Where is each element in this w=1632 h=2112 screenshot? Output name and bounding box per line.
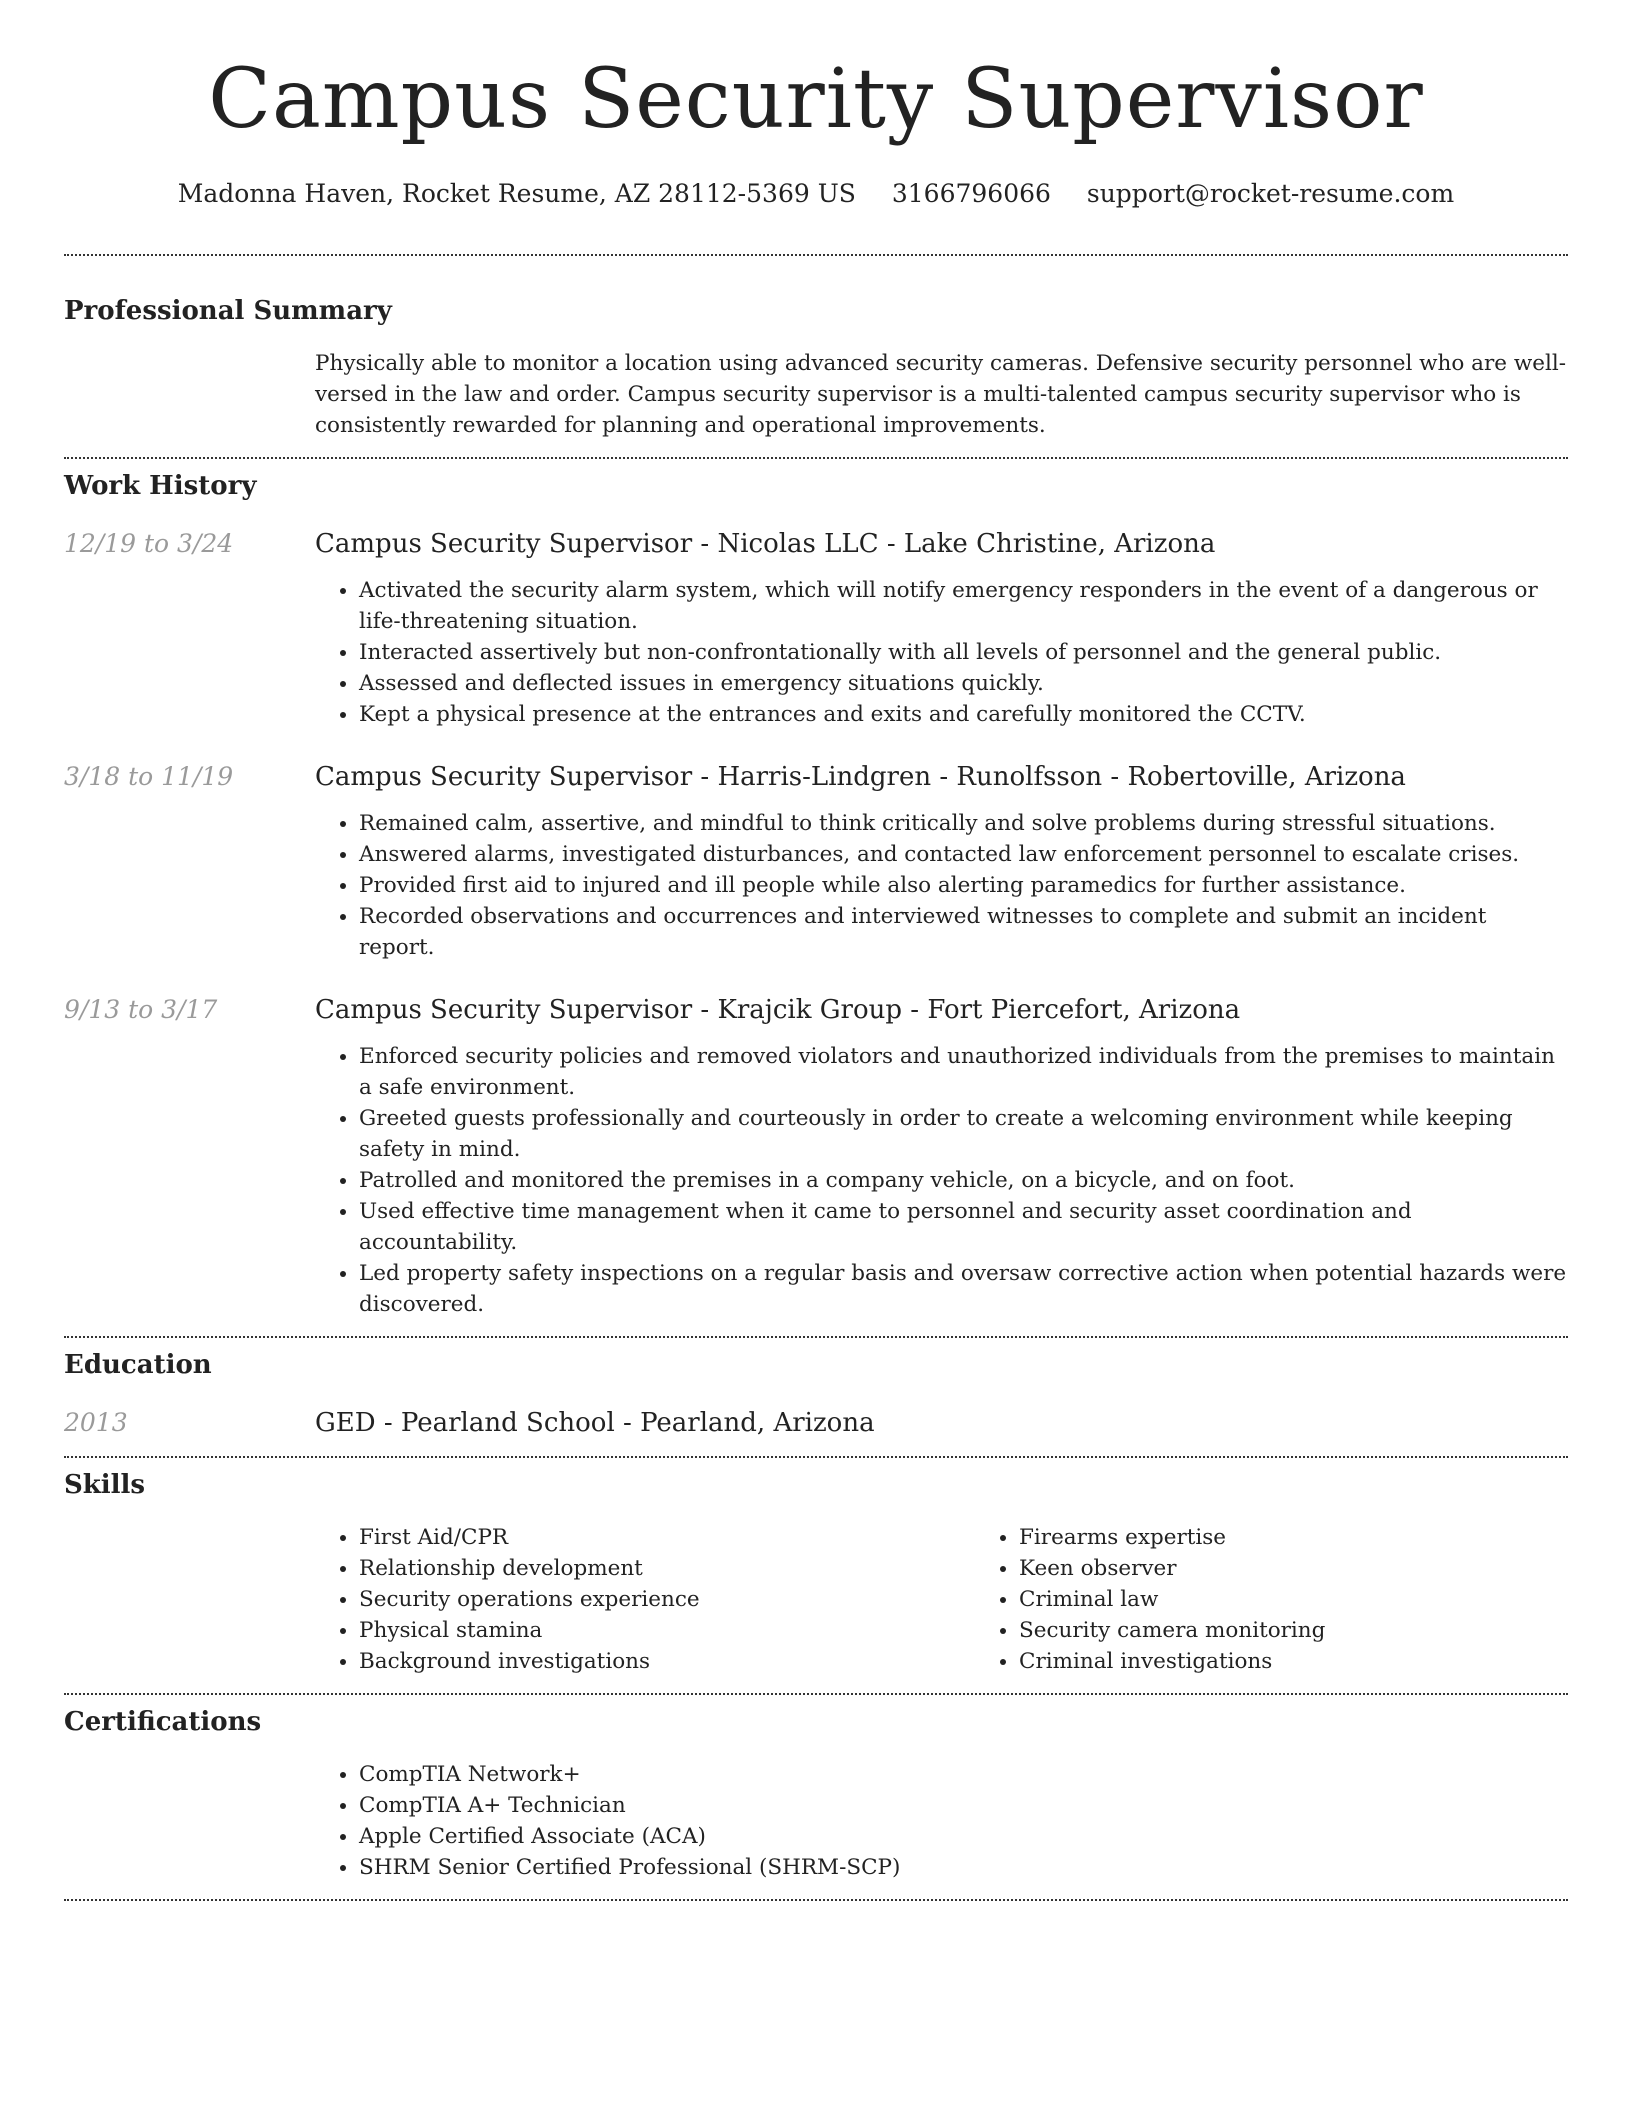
email: support@rocket-resume.com bbox=[1086, 179, 1455, 208]
job-dates: 12/19 to 3/24 bbox=[64, 529, 234, 558]
list-item: • Remained calm, assertive, and mindful to think critically and solve problems during stressful situations. bbox=[359, 808, 1568, 839]
education-section bbox=[64, 1348, 1568, 1440]
divider bbox=[64, 1336, 1568, 1338]
job-duties bbox=[315, 575, 1568, 730]
skill-item: • Security operations experience bbox=[359, 1584, 975, 1615]
divider bbox=[64, 1899, 1568, 1901]
candidate-name: Campus Security Supervisor bbox=[208, 52, 1424, 147]
skills-list-left bbox=[315, 1522, 975, 1677]
job-entry bbox=[64, 993, 1568, 1320]
skills-section bbox=[64, 1468, 1568, 1677]
section-title-certifications: Certifications bbox=[64, 1707, 262, 1737]
resume-header bbox=[0, 0, 1632, 210]
list-item: • Activated the security alarm system, which will notify emergency responders in the event of a dangerous or life-threatening situation. bbox=[359, 575, 1568, 637]
job-duties bbox=[315, 808, 1568, 963]
address: Madonna Haven, Rocket Resume, AZ 28112-5369 US bbox=[177, 179, 856, 208]
phone: 3166796066 bbox=[891, 179, 1051, 208]
education-entry bbox=[64, 1406, 1568, 1440]
summary-section bbox=[64, 294, 1568, 441]
list-item: • Kept a physical presence at the entrances and exits and carefully monitored the CCTV. bbox=[359, 699, 1568, 730]
education-year: 2013 bbox=[64, 1408, 128, 1437]
skill-item: • Relationship development bbox=[359, 1553, 975, 1584]
skill-item: • Criminal law bbox=[1019, 1584, 1632, 1615]
skills-list-right bbox=[975, 1522, 1632, 1677]
skill-item: • Firearms expertise bbox=[1019, 1522, 1632, 1553]
section-title-education: Education bbox=[64, 1350, 212, 1380]
skill-item: • Security camera monitoring bbox=[1019, 1615, 1632, 1646]
summary-text: Physically able to monitor a location using advanced security cameras. Defensive security personnel who are well-versed in the law and order. Campus security supervisor is a multi-talented campus security supervisor who is consistently rewarded for planning and operational improvements. bbox=[315, 351, 1566, 438]
skill-item: • Keen observer bbox=[1019, 1553, 1632, 1584]
list-item: • Enforced security policies and removed violators and unauthorized individuals from the premises to maintain a safe environment. bbox=[359, 1041, 1568, 1103]
certification-item: • CompTIA A+ Technician bbox=[359, 1790, 1568, 1821]
list-item: • Recorded observations and occurrences and interviewed witnesses to complete and submit an incident report. bbox=[359, 901, 1568, 963]
skill-item: • Physical stamina bbox=[359, 1615, 975, 1646]
certifications-list bbox=[315, 1759, 1568, 1883]
skill-item: • First Aid/CPR bbox=[359, 1522, 975, 1553]
job-dates: 3/18 to 11/19 bbox=[64, 762, 234, 791]
education-heading: GED - Pearland School - Pearland, Arizona bbox=[315, 1408, 875, 1438]
job-heading: Campus Security Supervisor - Krajcik Group - Fort Piercefort, Arizona bbox=[315, 995, 1241, 1025]
job-heading: Campus Security Supervisor - Harris-Lindgren - Runolfsson - Robertoville, Arizona bbox=[315, 762, 1406, 792]
divider bbox=[64, 1693, 1568, 1695]
divider bbox=[64, 457, 1568, 459]
certification-item: • Apple Certified Associate (ACA) bbox=[359, 1821, 1568, 1852]
section-title-skills: Skills bbox=[64, 1470, 146, 1500]
job-heading: Campus Security Supervisor - Nicolas LLC - Lake Christine, Arizona bbox=[315, 529, 1216, 559]
skill-item: • Criminal investigations bbox=[1019, 1646, 1632, 1677]
section-title-summary: Professional Summary bbox=[64, 296, 392, 326]
list-item: • Provided first aid to injured and ill people while also alerting paramedics for further assistance. bbox=[359, 870, 1568, 901]
job-duties bbox=[315, 1041, 1568, 1320]
list-item: • Answered alarms, investigated disturbances, and contacted law enforcement personnel to escalate crises. bbox=[359, 839, 1568, 870]
skill-item: • Background investigations bbox=[359, 1646, 975, 1677]
contact-info bbox=[0, 178, 1632, 210]
section-title-work: Work History bbox=[64, 471, 257, 501]
list-item: • Patrolled and monitored the premises in a company vehicle, on a bicycle, and on foot. bbox=[359, 1165, 1568, 1196]
job-dates: 9/13 to 3/17 bbox=[64, 995, 218, 1024]
list-item: • Greeted guests professionally and courteously in order to create a welcoming environment while keeping safety in mind. bbox=[359, 1103, 1568, 1165]
list-item: • Used effective time management when it came to personnel and security asset coordination and accountability. bbox=[359, 1196, 1568, 1258]
work-history-section bbox=[64, 469, 1568, 1320]
list-item: • Led property safety inspections on a regular basis and oversaw corrective action when potential hazards were discovered. bbox=[359, 1258, 1568, 1320]
list-item: • Interacted assertively but non-confrontationally with all levels of personnel and the general public. bbox=[359, 637, 1568, 668]
list-item: • Assessed and deflected issues in emergency situations quickly. bbox=[359, 668, 1568, 699]
divider bbox=[64, 1456, 1568, 1458]
job-entry bbox=[64, 760, 1568, 963]
certification-item: • CompTIA Network+ bbox=[359, 1759, 1568, 1790]
certifications-section bbox=[64, 1705, 1568, 1883]
divider bbox=[64, 254, 1568, 256]
certification-item: • SHRM Senior Certified Professional (SHRM-SCP) bbox=[359, 1852, 1568, 1883]
job-entry bbox=[64, 527, 1568, 730]
